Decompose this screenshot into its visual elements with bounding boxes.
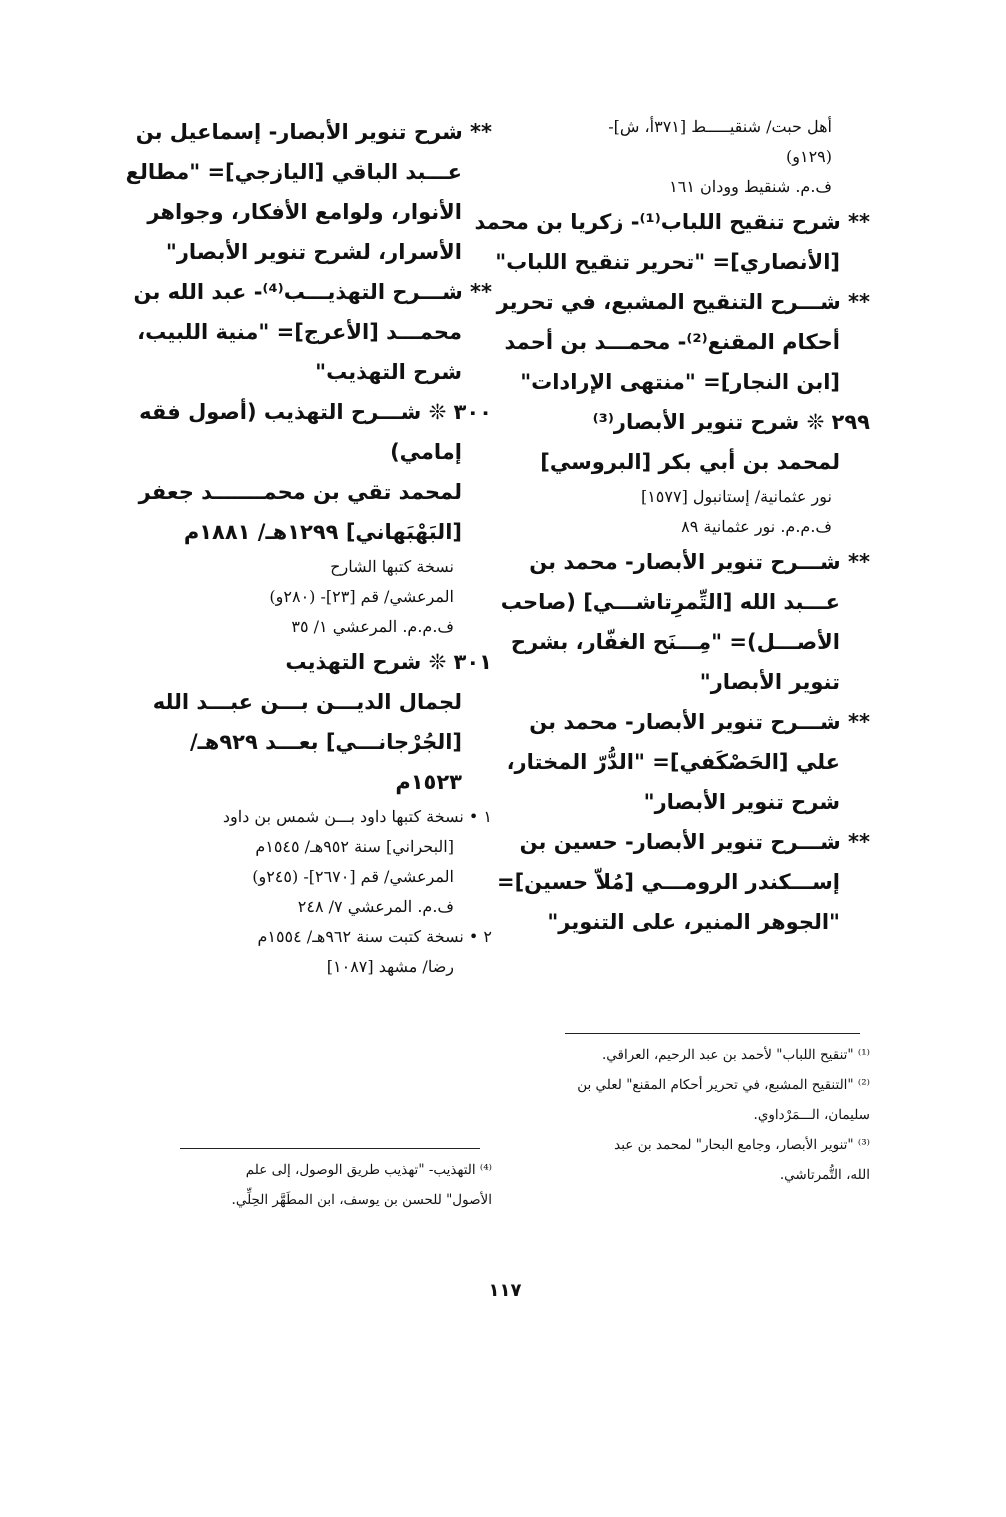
right-column-line: ف.م.م. نور عثمانية ٨٩ <box>681 517 832 536</box>
left-column-line: لمحمد تقي بن محمـــــــد جعفر <box>138 480 462 504</box>
footnotes-left <box>172 1155 492 1215</box>
page-number: ١١٧ <box>488 1280 522 1301</box>
right-column-line: [ابن النجار]= "منتهى الإرادات" <box>520 370 840 394</box>
right-column-line: ** شرح تنقيح اللباب⁽¹⁾- زكريا بن محمد <box>474 210 870 234</box>
left-column-line: ف.م. المرعشي ٧/ ٢٤٨ <box>297 897 454 916</box>
left-column-line: ١ • نسخة كتبها داود بـــن شمس بن داود <box>222 807 492 826</box>
right-column <box>474 112 870 942</box>
left-column-line: ٣٠١ ❊ شرح التهذيب <box>285 650 492 674</box>
left-column <box>125 112 492 982</box>
left-column-line: محمـــد [الأعرج]= "منية اللبيب، <box>137 320 462 344</box>
left-column-line: ٣٠٠ ❊ شـــرح التهذيب (أصول فقه <box>139 400 492 424</box>
footnote-line: سليمان، الـــمَرْداوي. <box>753 1107 870 1123</box>
left-column-line: [الجُرْجانـــي] بعـــد ٩٢٩هـ/ <box>189 730 462 754</box>
right-column-line: أهل حبت/ شنقيـــــط [٣٧١أ، ش]- <box>608 117 832 136</box>
left-column-line: ** شـــرح التهذيـــب⁽⁴⁾- عبد الله بن <box>133 280 492 304</box>
left-column-line: شرح التهذيب" <box>315 360 462 384</box>
right-column-line: ** شـــرح تنوير الأبصار- حسين بن <box>519 830 870 854</box>
right-column-line: ** شـــرح تنوير الأبصار- محمد بن <box>529 710 870 734</box>
left-column-line: ف.م.م. المرعشي ١/ ٣٥ <box>291 617 454 636</box>
right-column-line: أحكام المقنع⁽²⁾- محمـــد بن أحمد <box>504 330 840 354</box>
right-column-line: "الجوهر المنير، على التنوير" <box>547 910 840 934</box>
left-column-line: ** شرح تنوير الأبصار- إسماعيل بن <box>135 120 492 144</box>
footnote-line: ⁽⁴⁾ التهذيب- "تهذيب طريق الوصول، إلى علم <box>245 1162 492 1178</box>
footnote-line: الله، التُّمرتاشي. <box>779 1167 870 1183</box>
footnotes-right <box>520 1040 870 1190</box>
right-column-line: [الأنصاري]= "تحرير تنقيح اللباب" <box>495 250 840 274</box>
footnote-rule-left <box>180 1148 480 1149</box>
left-column-line: لجمال الديـــن بـــن عبـــد الله <box>152 690 462 714</box>
right-column-line: نور عثمانية/ إستانبول [١٥٧٧] <box>640 487 832 506</box>
left-column-line: المرعشي/ قم [٢٣]- (٢٨٠و) <box>269 587 454 606</box>
left-column-line: المرعشي/ قم [٢٦٧٠]- (٢٤٥و) <box>252 867 454 886</box>
left-column-line: الأنوار، ولوامع الأفكار، وجواهر <box>147 200 462 224</box>
left-column-line: عـــبد الباقي [اليازجي]= "مطالع <box>125 160 462 184</box>
left-column-line: [البحراني] سنة ٩٥٢هـ/ ١٥٤٥م <box>255 837 454 856</box>
left-column-line: ٢ • نسخة كتبت سنة ٩٦٢هـ/ ١٥٥٤م <box>257 927 492 946</box>
left-column-line: ١٥٢٣م <box>395 770 462 794</box>
right-column-line: إســـكندر الرومـــي [مُلاّ حسين]= <box>496 870 840 894</box>
right-column-line: (١٢٩و) <box>786 147 832 166</box>
left-column-line: الأسرار، لشرح تنوير الأبصار" <box>165 240 462 264</box>
left-column-line: نسخة كتبها الشارح <box>330 557 454 576</box>
footnote-line: ⁽³⁾ "تنوير الأبصار، وجامع البحار" لمحمد بن عبد <box>614 1137 870 1153</box>
right-column-line: علي [الحَصْكَفي]= "الدُّرّ المختار، <box>506 750 840 774</box>
right-column-line: لمحمد بن أبي بكر [البروسي] <box>540 450 840 474</box>
left-column-line: رضا/ مشهد [١٠٨٧] <box>326 957 454 976</box>
right-column-line: ** شـــرح تنوير الأبصار- محمد بن <box>529 550 870 574</box>
right-column-line: ** شـــرح التنقيح المشبع، في تحرير <box>496 290 870 314</box>
right-column-line: عـــبد الله [التِّمرِتاشـــي] (صاحب <box>500 590 840 614</box>
left-column-line: إمامي) <box>390 440 462 464</box>
footnote-line: الأصول" للحسن بن يوسف، ابن المطَهَّر الحِلِّي. <box>231 1192 492 1208</box>
right-column-line: ٢٩٩ ❊ شرح تنوير الأبصار⁽³⁾ <box>592 410 870 434</box>
footnote-line: ⁽²⁾ "التنقيح المشبع، في تحرير أحكام المقنع" لعلي بن <box>577 1077 870 1093</box>
left-column-line: [البَهْبَهاني] ١٢٩٩هـ/ ١٨٨١م <box>183 520 462 544</box>
footnote-rule-right <box>565 1033 860 1034</box>
right-column-line: ف.م. شنقيط وودان ١٦١ <box>669 177 832 196</box>
right-column-line: الأصـــل)= "مِـــنَح الغفّار، بشرح <box>510 630 840 654</box>
right-column-line: تنوير الأبصار" <box>699 670 840 694</box>
right-column-line: شرح تنوير الأبصار" <box>643 790 840 814</box>
footnote-line: ⁽¹⁾ "تنقيح اللباب" لأحمد بن عبد الرحيم، العراقي. <box>601 1047 870 1063</box>
